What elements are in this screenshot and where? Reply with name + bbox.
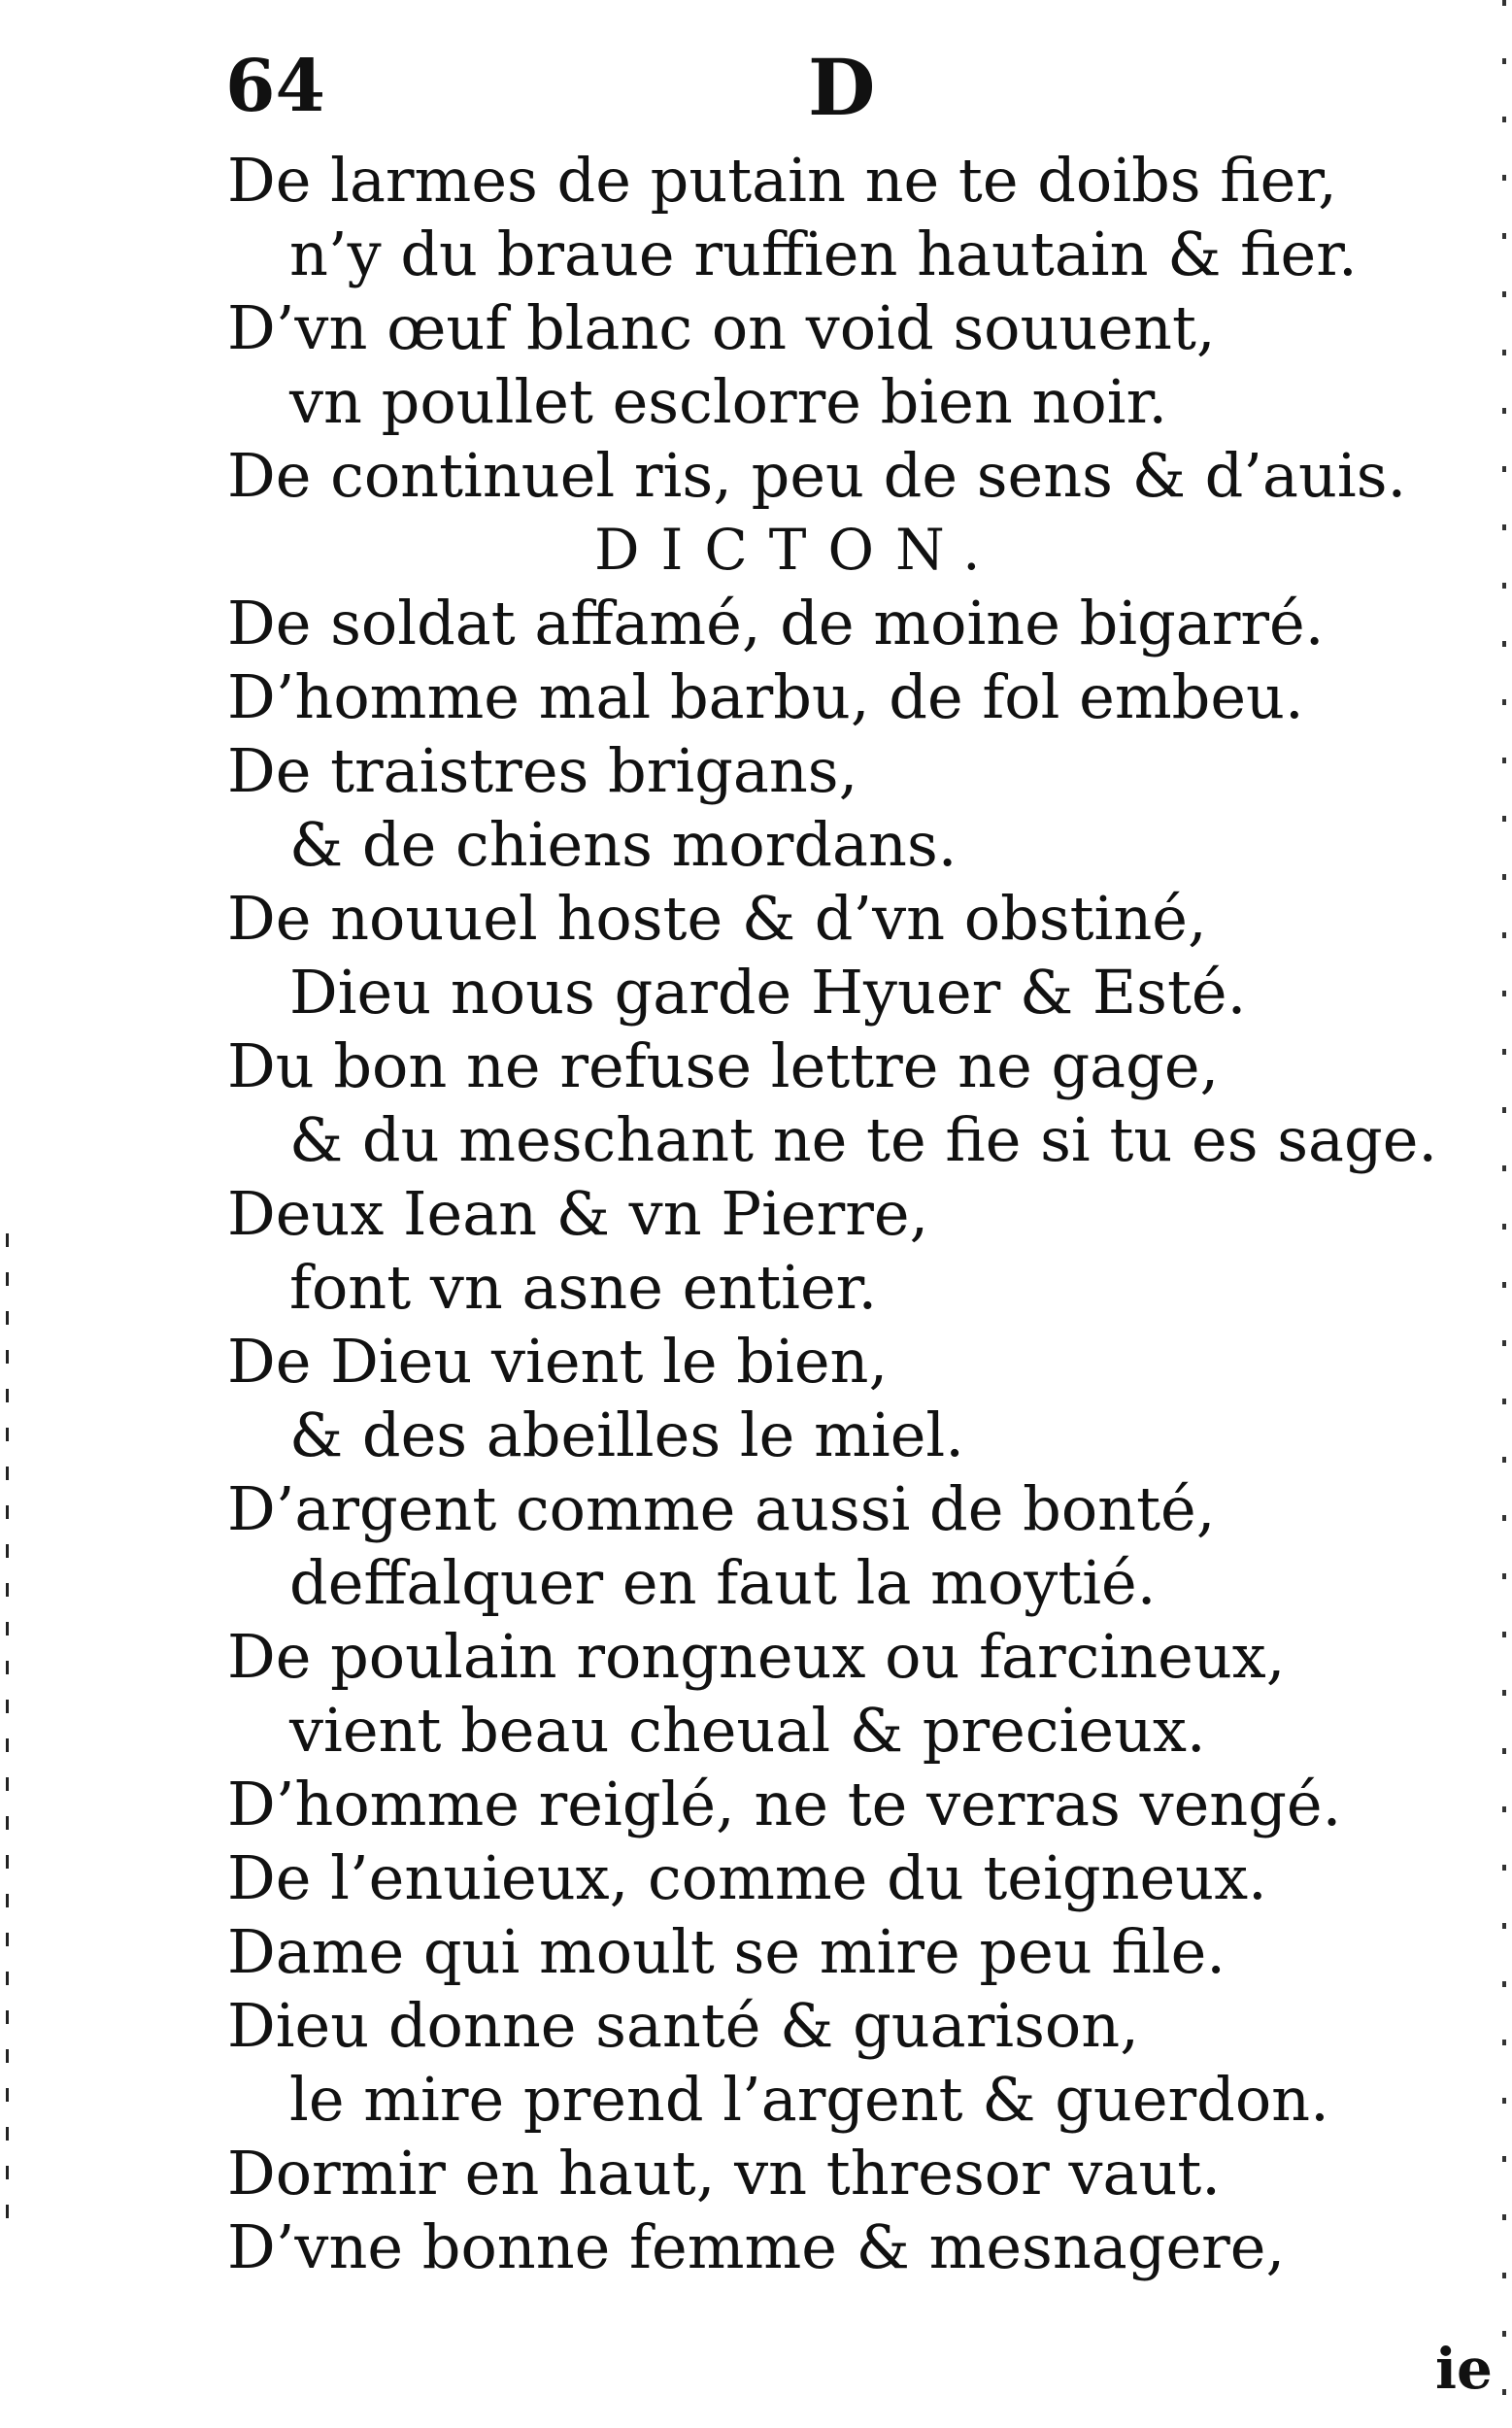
text-line: De poulain rongneux ou farcineux, bbox=[227, 1621, 1286, 1692]
page-number: 64 bbox=[225, 45, 325, 128]
gutter-mark bbox=[6, 1233, 9, 2224]
text-line: D’vne bonne femme & mesnagere, bbox=[227, 2211, 1286, 2282]
text-line: n’y du braue ruffien hautain & fier. bbox=[289, 219, 1358, 289]
text-line: & de chiens mordans. bbox=[289, 809, 958, 880]
text-line: Du bon ne refuse lettre ne gage, bbox=[227, 1030, 1220, 1101]
text-line: De nouuel hoste & d’vn obstiné, bbox=[227, 883, 1207, 954]
text-line: & des abeilles le miel. bbox=[289, 1399, 964, 1470]
text-line: De Dieu vient le bien, bbox=[227, 1326, 889, 1397]
text-line: De l’enuieux, comme du teigneux. bbox=[227, 1842, 1267, 1913]
text-line: Dame qui moult se mire peu file. bbox=[227, 1916, 1226, 1987]
text-line: De larmes de putain ne te doibs fier, bbox=[227, 145, 1337, 216]
text-line: D’homme reiglé, ne te verras vengé. bbox=[227, 1769, 1342, 1839]
text-line: vn poullet esclorre bien noir. bbox=[289, 366, 1168, 437]
text-line: & du meschant ne te fie si tu es sage. bbox=[289, 1104, 1438, 1175]
text-line: D’homme mal barbu, de fol embeu. bbox=[227, 661, 1304, 732]
text-line: le mire prend l’argent & guerdon. bbox=[289, 2064, 1329, 2135]
text-line: Deux Iean & vn Pierre, bbox=[227, 1178, 929, 1249]
text-line: De traistres brigans, bbox=[227, 735, 858, 806]
text-line: deffalquer en faut la moytié. bbox=[289, 1547, 1157, 1618]
text-line: vient beau cheual & precieux. bbox=[289, 1695, 1206, 1766]
text-line: Dieu nous garde Hyuer & Esté. bbox=[289, 957, 1247, 1028]
page-edge-mark bbox=[1502, 0, 1506, 2428]
proverb-text bbox=[0, 144, 1512, 2284]
text-line: De continuel ris, peu de sens & d’auis. bbox=[227, 440, 1407, 511]
section-heading: DICTON. bbox=[594, 517, 1002, 583]
text-line: D’argent comme aussi de bonté, bbox=[227, 1473, 1216, 1544]
text-line: Dieu donne santé & guarison, bbox=[227, 1990, 1139, 2061]
text-line: De soldat affamé, de moine bigarré. bbox=[227, 588, 1325, 658]
text-line: font vn asne entier. bbox=[289, 1252, 878, 1323]
section-letter: D bbox=[808, 42, 876, 133]
text-line: Dormir en haut, vn thresor vaut. bbox=[227, 2138, 1221, 2209]
text-line: D’vn œuf blanc on void souuent, bbox=[227, 292, 1216, 363]
catchword: ie bbox=[1435, 2336, 1493, 2402]
